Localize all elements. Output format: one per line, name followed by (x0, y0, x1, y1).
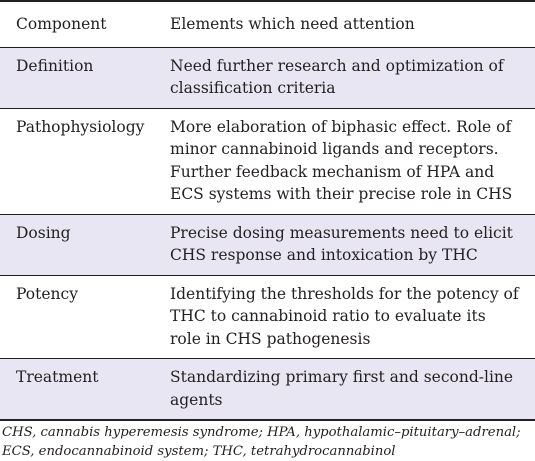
table-footnote: CHS, cannabis hyperemesis syndrome; HPA, hypothalamic–pituitary–adrenal; ECS, endocannabinoid system; THC, tetrahydrocannabinol (2, 425, 521, 459)
component-cell: Treatment (0, 359, 155, 421)
table-body (0, 47, 535, 420)
header-component: Component (0, 1, 155, 47)
header-row (0, 1, 535, 47)
elements-cell: Need further research and optimization of classification criteria (155, 47, 535, 108)
component-cell: Definition (0, 47, 155, 108)
table-header (0, 1, 535, 47)
elements-cell: Standardizing primary first and second-line agents (155, 359, 535, 421)
component-cell: Potency (0, 275, 155, 359)
table-row (0, 275, 535, 359)
elements-cell: More elaboration of biphasic effect. Role of minor cannabinoid ligands and receptors. Further feedback mechanism of HPA and ECS systems with their precise role in CHS (155, 108, 535, 214)
table-row (0, 108, 535, 214)
elements-cell: Identifying the thresholds for the potency of THC to cannabinoid ratio to evaluate its role in CHS pathogenesis (155, 275, 535, 359)
table-row (0, 359, 535, 421)
component-cell: Dosing (0, 214, 155, 275)
component-cell: Pathophysiology (0, 108, 155, 214)
header-elements: Elements which need attention (155, 1, 535, 47)
table-row (0, 47, 535, 108)
table-row (0, 214, 535, 275)
elements-cell: Precise dosing measurements need to elicit CHS response and intoxication by THC (155, 214, 535, 275)
